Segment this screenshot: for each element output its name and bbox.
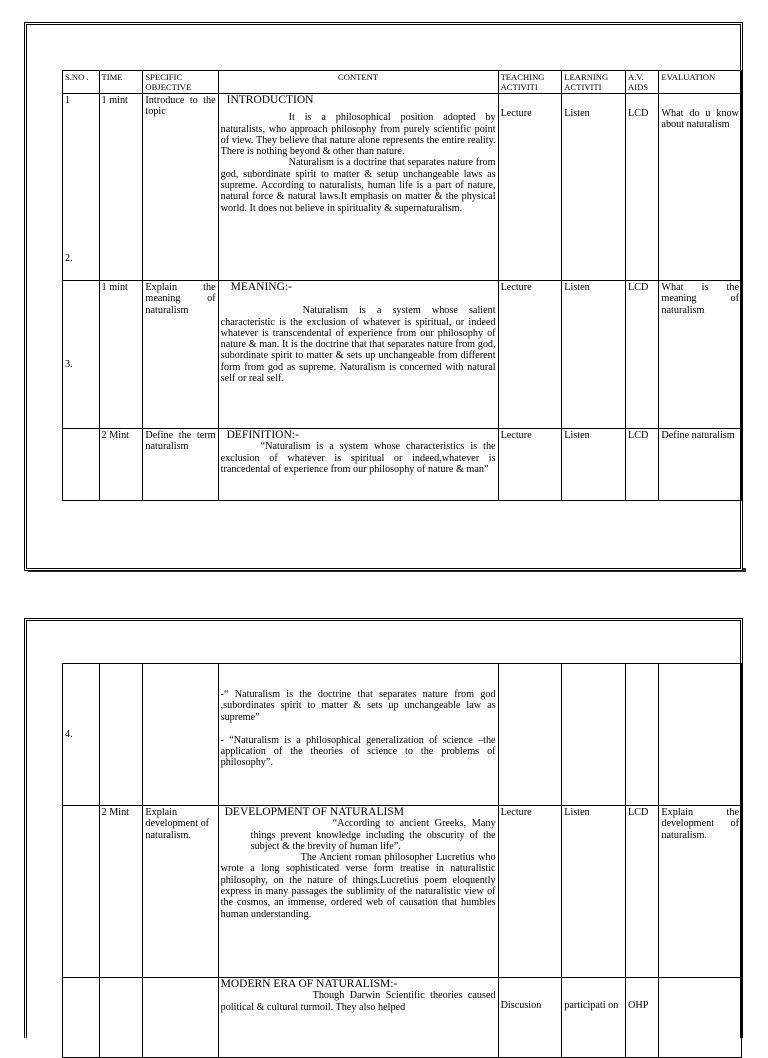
content-paragraph: Naturalism is a doctrine that separates nature from god, subordinate spirit to matter & setup unchangeable laws as supreme. According to naturalists, human life is a part of nature, natural force & natural laws.It emphasis on matter & the physical world. It does not believe in spirituality & supernaturalism. — [220, 157, 496, 214]
cell-evaluation: Explain the development of naturalism. — [659, 806, 742, 978]
section-heading: INTRODUCTION — [226, 94, 314, 106]
cell-sno — [63, 94, 100, 281]
cell-objective: Define the term naturalism — [143, 429, 218, 501]
section-heading: DEVELOPMENT OF NATURALISM — [224, 806, 404, 818]
cell-time — [99, 664, 143, 806]
cell-time: 1 mint — [99, 94, 143, 281]
section-heading: MEANING:- — [230, 281, 292, 293]
cell-objective: Explain the meaning of naturalism — [143, 281, 218, 429]
cell-av: LCD — [626, 94, 659, 281]
cell-learning — [562, 664, 626, 806]
content-paragraph: Though Darwin Scientific theories caused political & cultural turmoil. They also helped — [220, 990, 496, 1013]
cell-evaluation — [659, 664, 742, 806]
table-row — [63, 664, 742, 806]
cell-teaching: Lecture — [498, 806, 562, 978]
table-row — [63, 94, 742, 281]
cell-content — [218, 806, 498, 978]
document-page-2 — [24, 618, 743, 1038]
cell-objective — [143, 978, 218, 1058]
document-page-1 — [24, 22, 743, 571]
quote-paragraph: “According to ancient Greeks, Many things prevent knowledge including the obscurity of the subject & the brevity of human life”. — [250, 818, 496, 852]
cell-learning: Listen — [562, 806, 626, 978]
cell-evaluation: What do u know about naturalism — [659, 94, 742, 281]
cell-sno — [63, 429, 100, 501]
cell-content — [218, 94, 498, 281]
cell-av: LCD — [626, 429, 659, 501]
cell-evaluation: Define naturalism — [659, 429, 742, 501]
table-row — [63, 978, 742, 1058]
header-av: A.V. AIDS — [626, 71, 659, 94]
cell-objective — [143, 664, 218, 806]
cell-content — [218, 281, 498, 429]
cell-teaching: Lecture — [498, 281, 562, 429]
header-sno: S.NO . — [63, 71, 100, 94]
cell-teaching: Discusion — [498, 978, 562, 1058]
content-paragraph: “Naturalism is a system whose characteristics is the exclusion of whatever is spiritual or indeed,whatever is trancedental of experience from our philosophy of nature & man” — [220, 441, 496, 475]
table-row — [63, 429, 742, 501]
header-time: TIME — [99, 71, 143, 94]
content-paragraph: The Ancient roman philosopher Lucretius who wrote a long sophisticated verse form treatise in naturalistic philosophy, on the nature of things.Lucretius poem eloquently express in many passages the sublimity of the naturalistic view of the cosmos, an immense, ordered web of causation that humbles human understanding. — [220, 852, 496, 920]
cell-sno — [63, 664, 100, 806]
cell-learning: Listen — [562, 94, 626, 281]
cell-teaching: Lecture — [498, 429, 562, 501]
header-objective: SPECIFIC OBJECTIVE — [143, 71, 218, 94]
cell-teaching: Lecture — [498, 94, 562, 281]
cell-objective: Introduce to the topic — [143, 94, 218, 281]
cell-content — [218, 664, 498, 806]
content-paragraph: Naturalism is a system whose salient characteristic is the exclusion of whatever is spiritual, or indeed whatever is transcendental of experience from our philosophy of nature & man. It is the doctrine that that separates nature from god, subordinate spirit to matter & sets up unchangeable from different form from god as supreme. Naturalism is concerned with natural self or real self. — [220, 305, 496, 385]
cell-content — [218, 429, 498, 501]
cell-evaluation — [659, 978, 742, 1058]
section-heading: MODERN ERA OF NATURALISM:- — [220, 978, 398, 990]
header-teaching: TEACHING ACTIVITI — [498, 71, 562, 94]
cell-teaching — [498, 664, 562, 806]
quote-paragraph: - “Naturalism is a philosophical generalization of science –the application of the theories of science to the problems of philosophy”. — [220, 734, 496, 769]
cell-learning: participati on — [562, 978, 626, 1058]
header-evaluation: EVALUATION — [659, 71, 742, 94]
lesson-plan-table — [62, 70, 742, 501]
sno-3: 3. — [65, 359, 73, 370]
cell-av: LCD — [626, 281, 659, 429]
cell-av: OHP — [626, 978, 659, 1058]
sno-2: 2. — [65, 253, 73, 264]
lesson-plan-table-continued — [62, 663, 742, 1058]
cell-time: 2 Mint — [99, 806, 143, 978]
cell-time: 2 Mint — [99, 429, 143, 501]
cell-content — [218, 978, 498, 1058]
cell-av — [626, 664, 659, 806]
cell-sno — [63, 281, 100, 429]
sno-4: 4. — [65, 728, 73, 740]
cell-learning: Listen — [562, 281, 626, 429]
table-row — [63, 281, 742, 429]
cell-learning: Listen — [562, 429, 626, 501]
cell-objective: Explain development of naturalism. — [143, 806, 218, 978]
cell-evaluation: What is the meaning of naturalism — [659, 281, 742, 429]
header-content: CONTENT — [218, 71, 498, 94]
table-row — [63, 806, 742, 978]
content-paragraph: It is a philosophical position adopted by naturalists, who approach philosophy from purely scientific point of view. They believe that nature alone represents the entire reality. There is nothing beyond & other than nature. — [220, 112, 496, 158]
cell-time: 1 mint — [99, 281, 143, 429]
cell-time — [99, 978, 143, 1058]
table-header-row — [63, 71, 742, 94]
sno-1: 1 — [65, 95, 71, 106]
cell-sno — [63, 806, 100, 978]
quote-paragraph: -“ Naturalism is the doctrine that separates nature from god ,subordinates spirit to matter & sets up unchangeable law as supreme” — [220, 689, 496, 723]
cell-av: LCD — [626, 806, 659, 978]
header-learning: LEARNING ACTIVITI — [562, 71, 626, 94]
cell-sno — [63, 978, 100, 1058]
section-heading: DEFINITION:- — [226, 429, 299, 441]
